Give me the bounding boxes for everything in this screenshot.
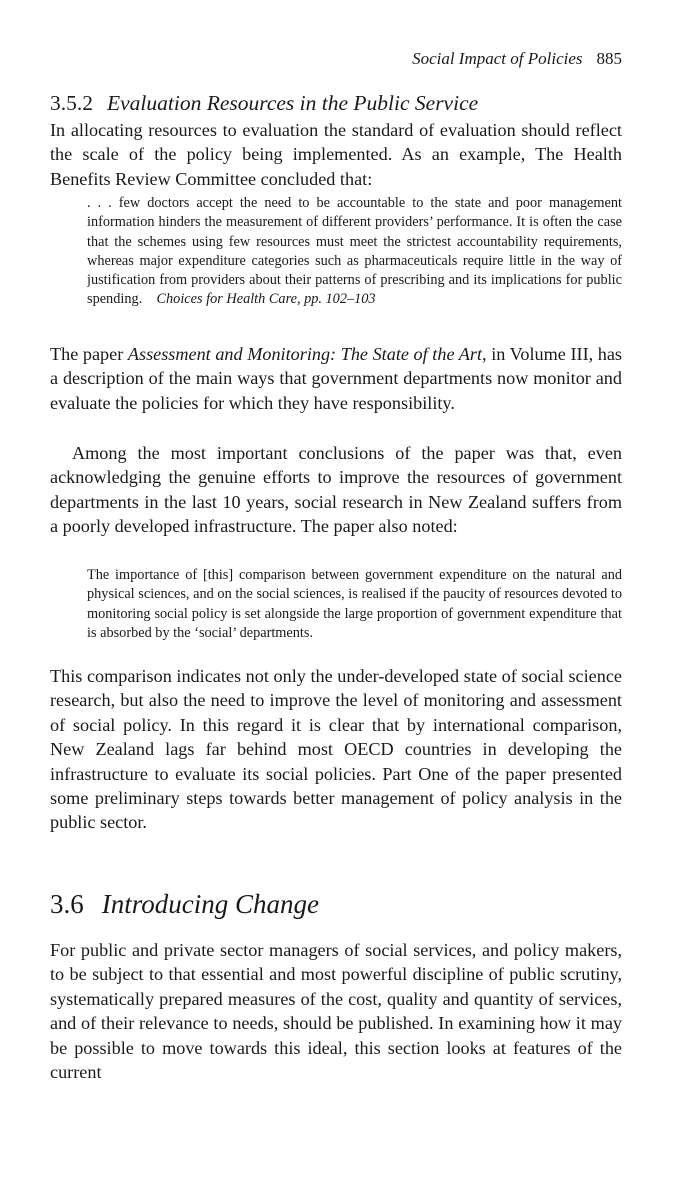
section-heading-3-6 (50, 888, 622, 920)
section-number: 3.5.2 (50, 91, 93, 115)
section-title: Introducing Change (101, 889, 319, 919)
paper-title: Assessment and Monitoring: The State of the Art, (127, 344, 487, 364)
section-title: Evaluation Resources in the Public Service (107, 91, 479, 115)
paragraph-comparison: This comparison indicates not only the under-developed state of social science research, but also the need to improve the level of monitoring and assessment of social policy. In this regard it is clear that by international comparison, New Zealand lags far behind most OECD countries in developing the infrastructure to evaluate its social policies. Part One of the paper presented some preliminary steps towards better management of policy analysis in the public sector. (50, 666, 622, 833)
section-number: 3.6 (50, 889, 84, 919)
paragraph-introducing-change: For public and private sector managers of social services, and policy makers, to be subject to that essential and most powerful discipline of public scrutiny, systematically prepared measures of the cost, quality and quantity of services, and of their relevance to needs, should be published. In examining how it may be possible to move towards this ideal, this section looks at features of the current (50, 940, 622, 1083)
running-head (412, 49, 622, 69)
running-head-title: Social Impact of Policies (412, 49, 583, 68)
page-number: 885 (596, 49, 622, 68)
paragraph-text-before: The paper (50, 344, 128, 364)
block-quote-health-benefits (87, 194, 622, 338)
paragraph-text-after: in Volume III, has a description of the main ways that government departments now monitor and evaluate the policies for which they have responsibility. (50, 344, 622, 413)
section-heading-3-5-2 (50, 90, 622, 116)
quote-text: . . . few doctors accept the need to be accountable to the state and poor management information hinders the measurement of different providers’ performance. It is often the case that the schemes using few resources must meet the strictest accountability requirements, whereas major expenditure categories such as pharmaceuticals require little in the way of justification from providers about their patterns of prescribing and its implications for public spending. (87, 195, 622, 308)
paragraph-assessment-monitoring (50, 342, 622, 442)
quote-source: Choices for Health Care, pp. 102–103 (156, 291, 376, 308)
paragraph-allocating-resources: In allocating resources to evaluation the standard of evaluation should reflect the scale of the policy being implemented. As an example, The Health Benefits Review Committee concluded that: (50, 120, 622, 189)
paragraph-important-conclusions: Among the most important conclusions of the paper was that, even acknowledging the genuine efforts to improve the resources of government departments in the last 10 years, social research in New Zealand suffers from a poorly developed infrastructure. The paper also noted: (50, 443, 622, 537)
block-quote-social-sciences: The importance of [this] comparison between government expenditure on the natural and physical sciences, and on the social sciences, is realised if the paucity of resources devoted to monitoring social policy is set alongside the large proportion of government expenditure that is absorbed by the ‘social’ departments. (87, 567, 622, 641)
